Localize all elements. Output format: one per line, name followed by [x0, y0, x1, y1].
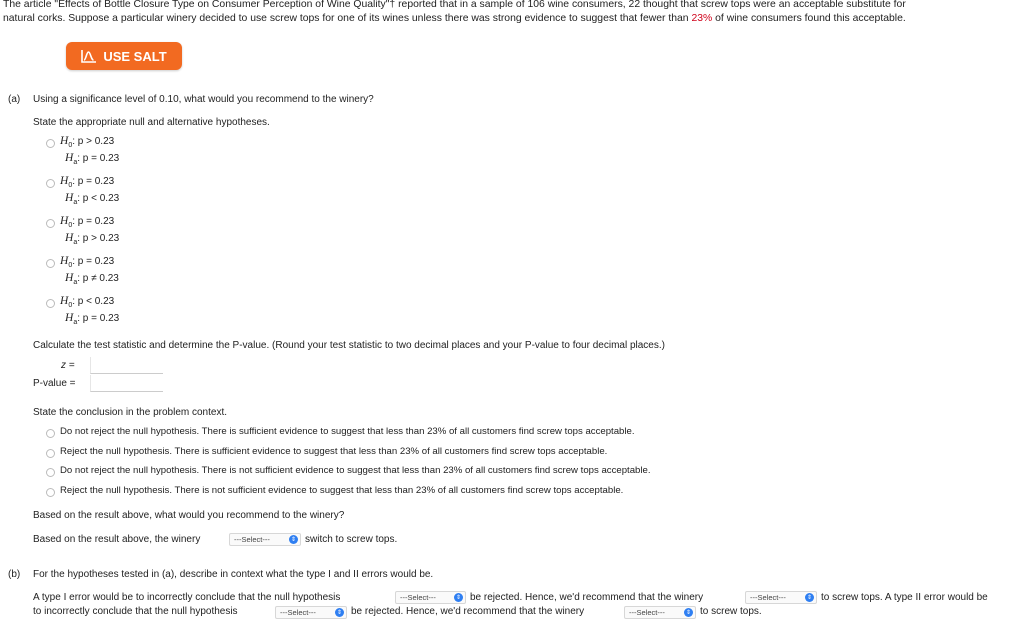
type2-text-c: to screw tops. [700, 606, 762, 617]
ha-text-5: : p = 0.23 [77, 313, 120, 324]
hypothesis-radio-3[interactable] [46, 219, 55, 228]
h0-text-2: : p = 0.23 [72, 176, 115, 187]
type1-text-c: to screw tops. A type II error would be [821, 592, 988, 603]
conclusion-prompt: State the conclusion in the problem context. [33, 407, 228, 418]
h0-text-1: : p > 0.23 [72, 136, 115, 147]
part-a-question: Using a significance level of 0.10, what would you recommend to the winery? [33, 94, 374, 105]
conclusion-radio-4[interactable] [46, 488, 55, 497]
select-arrows-icon: ⇕ [685, 609, 692, 616]
hypothesis-radio-1[interactable] [46, 139, 55, 148]
use-salt-label: USE SALT [103, 48, 167, 64]
conclusion-option-1[interactable]: Do not reject the null hypothesis. There is sufficient evidence to suggest that less than 23% of all customers find screw tops acceptable. [60, 426, 635, 437]
percent-highlight: 23% [691, 13, 713, 24]
problem-intro [3, 0, 906, 12]
conclusion-option-3[interactable]: Do not reject the null hypothesis. There is not sufficient evidence to suggest that less than 23% of all customers find screw tops acceptable. [60, 465, 651, 476]
ha-text-4: : p ≠ 0.23 [77, 273, 119, 284]
type1-winery-select[interactable]: ---Select--- ⇕ [745, 591, 817, 604]
select-arrows-icon: ⇕ [806, 594, 813, 601]
h0-text-4: : p = 0.23 [72, 256, 115, 267]
hypothesis-radio-2[interactable] [46, 179, 55, 188]
recommend-prompt: Based on the result above, what would you recommend to the winery? [33, 510, 345, 521]
type1-null-select[interactable]: ---Select--- ⇕ [395, 591, 466, 604]
conclusion-radio-3[interactable] [46, 468, 55, 477]
z-input[interactable] [90, 357, 163, 374]
conclusion-option-2[interactable]: Reject the null hypothesis. There is sufficient evidence to suggest that less than 23% of all customers find screw tops acceptable. [60, 446, 608, 457]
h0-text-5: : p < 0.23 [72, 296, 115, 307]
use-salt-button[interactable] [66, 42, 182, 70]
hypotheses-prompt: State the appropriate null and alternative hypotheses. [33, 117, 270, 128]
conclusion-radio-1[interactable] [46, 429, 55, 438]
problem-intro-line2: natural corks. Suppose a particular winery decided to use screw tops for one of its wines unless there was strong evidence to suggest that fewer than 23% of wine consumers found this acceptable. [3, 13, 906, 24]
conclusion-radio-2[interactable] [46, 449, 55, 458]
select-arrows-icon: ⇕ [290, 536, 297, 543]
ha-text-2: : p < 0.23 [77, 193, 120, 204]
winery-sentence-end: switch to screw tops. [305, 534, 398, 545]
select-arrows-icon: ⇕ [336, 609, 343, 616]
salt-chart-icon [81, 49, 97, 63]
type2-winery-select[interactable]: ---Select--- ⇕ [624, 606, 696, 619]
part-b-question: For the hypotheses tested in (a), describe in context what the type I and II errors would be. [33, 569, 434, 580]
p-value-input[interactable] [90, 375, 163, 392]
z-label: z = [61, 360, 75, 371]
part-b-tag: (b) [8, 569, 21, 580]
conclusion-option-4[interactable]: Reject the null hypothesis. There is not sufficient evidence to suggest that less than 23% of all customers find screw tops acceptable. [60, 485, 624, 496]
hypothesis-radio-5[interactable] [46, 299, 55, 308]
hypothesis-radio-4[interactable] [46, 259, 55, 268]
type2-text-b: be rejected. Hence, we'd recommend that the winery [351, 606, 585, 617]
h0-text-3: : p = 0.23 [72, 216, 115, 227]
ha-text-1: : p = 0.23 [77, 153, 120, 164]
part-a-tag: (a) [8, 94, 21, 105]
type1-text-b: be rejected. Hence, we'd recommend that the winery [470, 592, 704, 603]
type1-text-a: A type I error would be to incorrectly conclude that the null hypothesis [33, 592, 341, 603]
winery-select[interactable]: ---Select--- ⇕ [229, 533, 301, 546]
intro-line1: The article "Effects of Bottle Closure Type on Consumer Perception of Wine Quality"† reported that in a sample of 106 wine consumers, 22 thought that screw tops were an acceptable substitute for [3, 0, 906, 10]
p-value-label: P-value = [33, 378, 76, 389]
winery-sentence-start: Based on the result above, the winery [33, 534, 201, 545]
select-arrows-icon: ⇕ [455, 594, 462, 601]
type2-text-a: to incorrectly conclude that the null hypothesis [33, 606, 238, 617]
ha-text-3: : p > 0.23 [77, 233, 120, 244]
calc-prompt: Calculate the test statistic and determine the P-value. (Round your test statistic to two decimal places and your P-value to four decimal places.) [33, 340, 665, 351]
type2-null-select[interactable]: ---Select--- ⇕ [275, 606, 347, 619]
